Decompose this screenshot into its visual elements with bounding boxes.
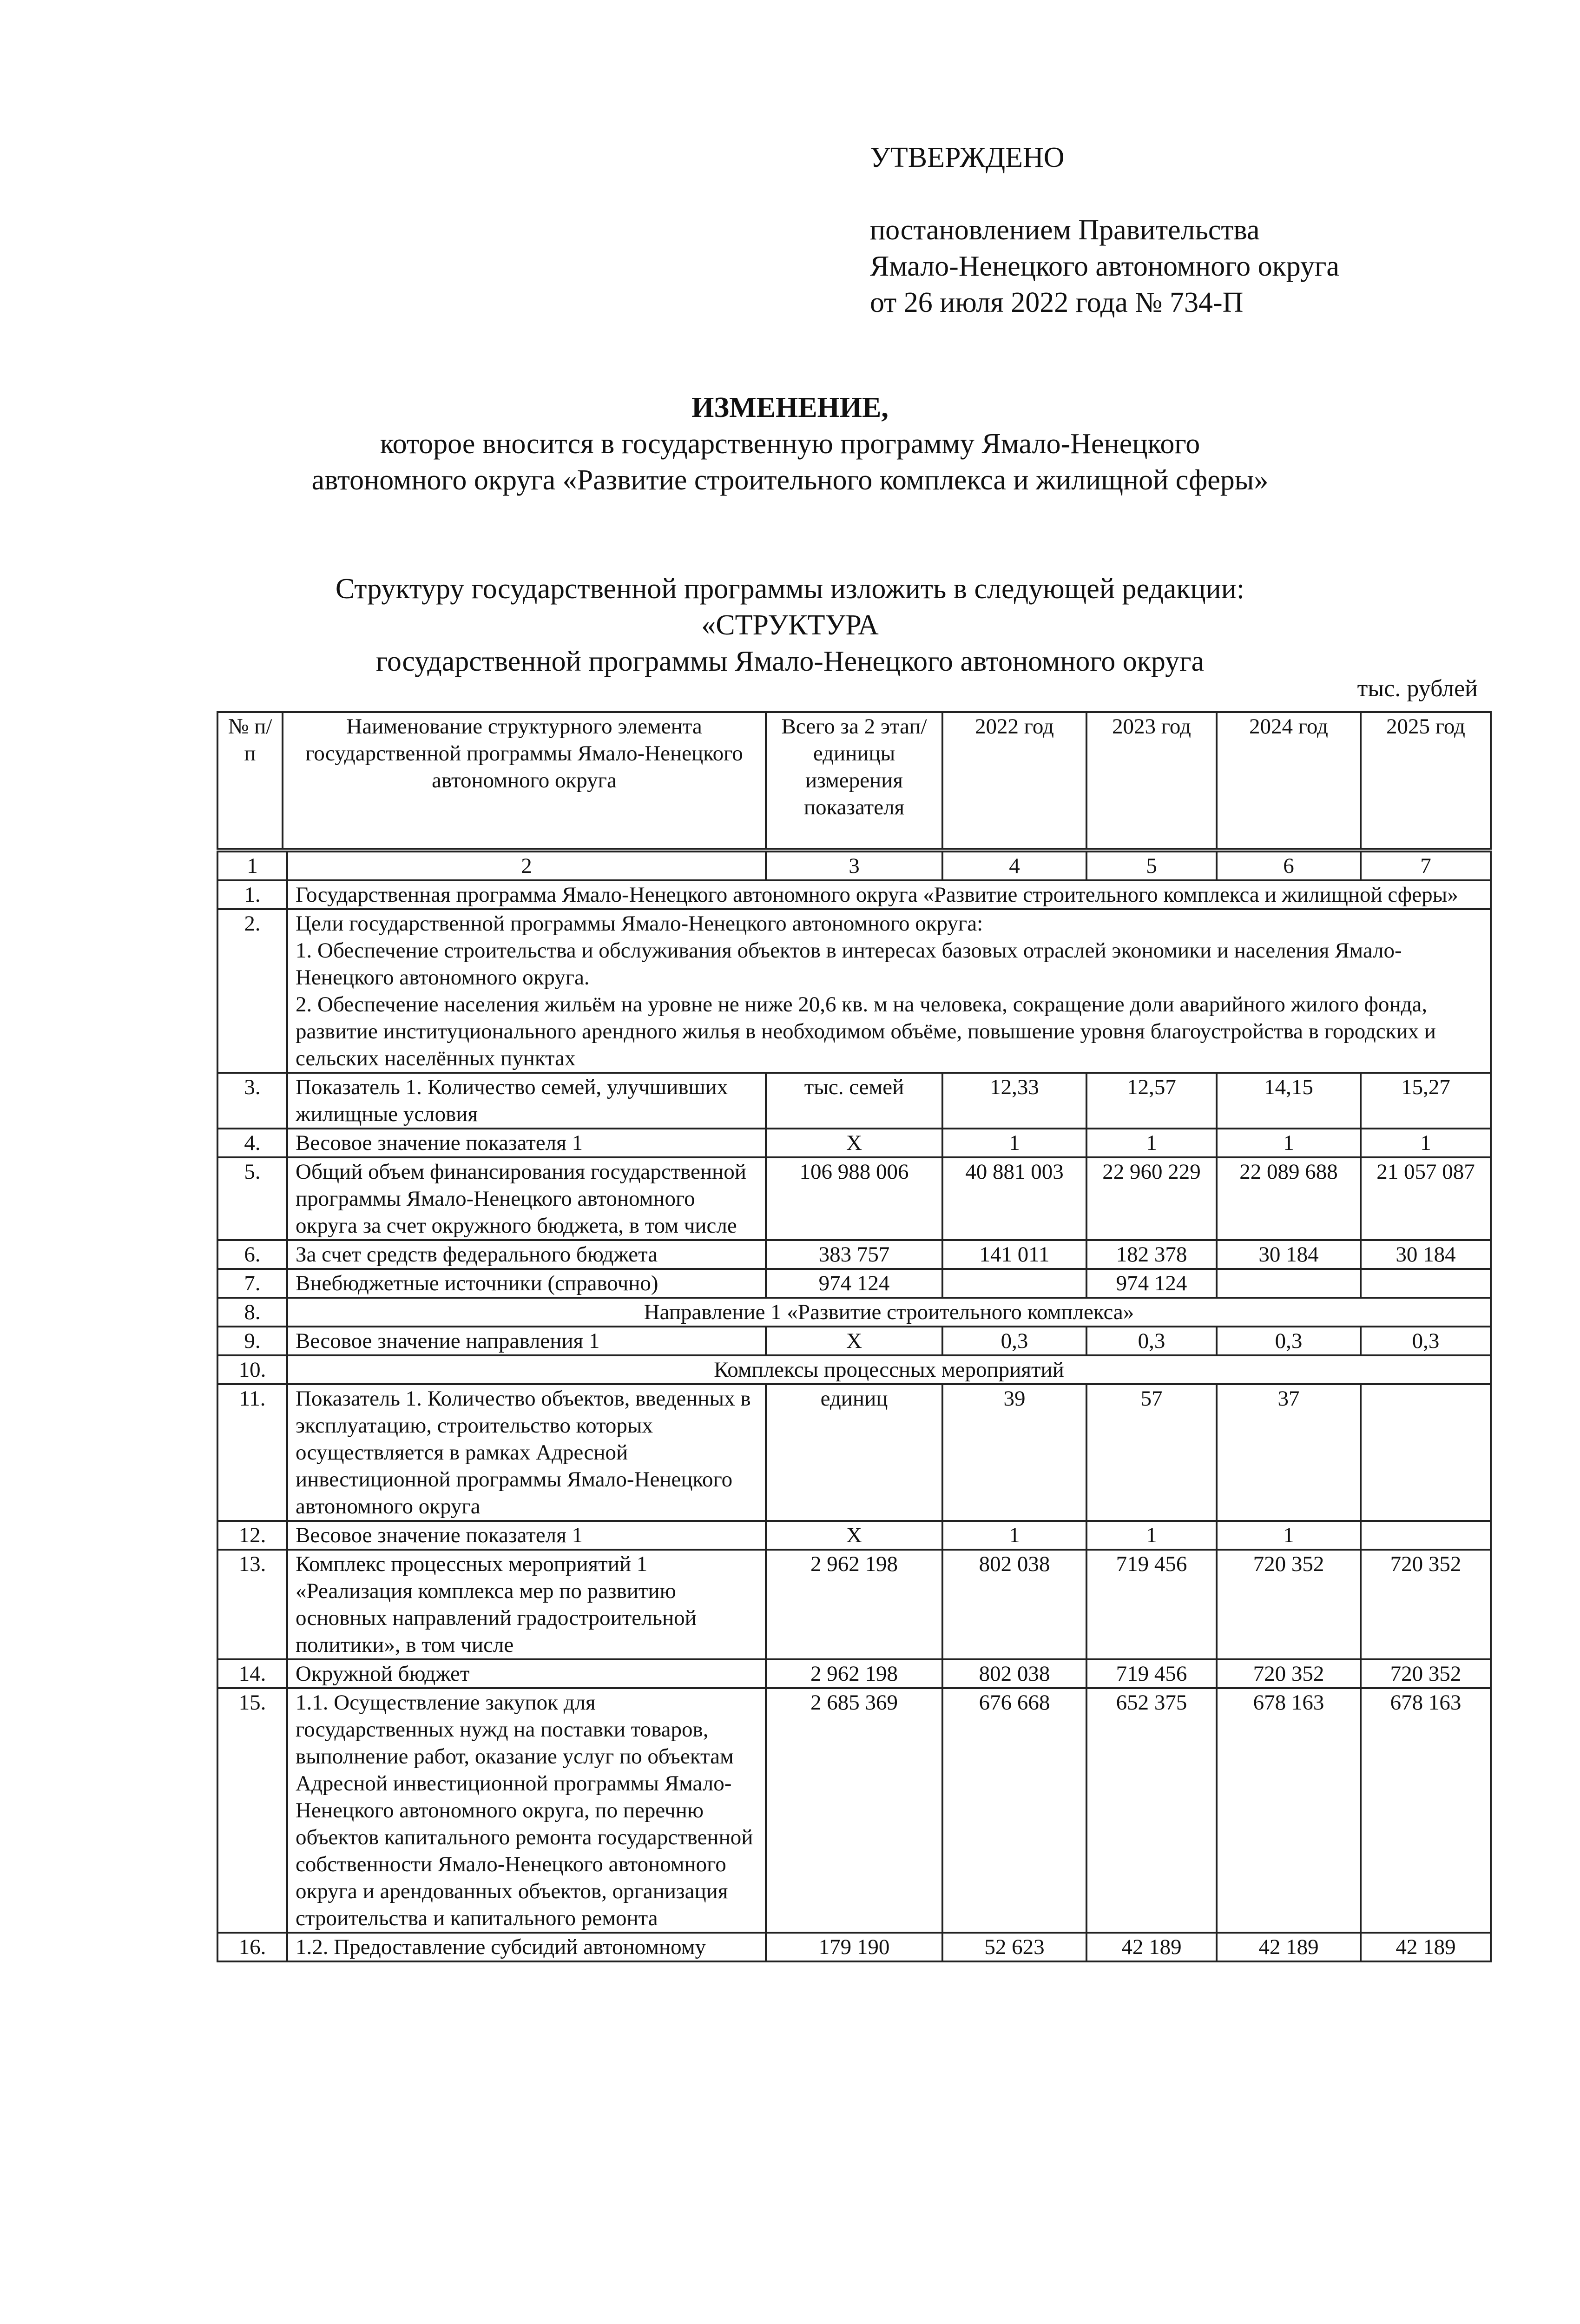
row-number: 7. (217, 1269, 287, 1298)
row-wide-text: Цели государственной программы Ямало-Ненецкого автономного округа: 1. Обеспечение строительства и обслуживания объектов в интересах базовых отраслей экономики и населения Ямало-Ненецкого автономного округа. 2. Обеспечение населения жильём на уровне не ниже 20,6 кв. м на человека, сокращение доли аварийного жилого фонда, развитие институционального арендного жилья в необходимом объёме, повышение уровня благоустройства в городских и сельских населённых пунктах (287, 909, 1491, 1073)
row-total: 2 685 369 (766, 1688, 942, 1933)
row-2022: 802 038 (942, 1550, 1086, 1659)
column-number: 7 (1361, 852, 1491, 880)
structure-table (217, 851, 1492, 1962)
row-total: X (766, 1327, 942, 1355)
row-2025: 720 352 (1361, 1659, 1491, 1688)
row-number: 11. (217, 1384, 287, 1521)
row-total: 974 124 (766, 1269, 942, 1298)
row-2024: 1 (1217, 1129, 1361, 1157)
column-number: 5 (1086, 852, 1217, 880)
row-2023: 42 189 (1086, 1933, 1217, 1961)
row-2023: 1 (1086, 1521, 1217, 1550)
table-row (217, 880, 1491, 909)
table-row (217, 1240, 1491, 1269)
table-row (217, 1157, 1491, 1240)
row-2024 (1217, 1269, 1361, 1298)
row-number: 3. (217, 1073, 287, 1129)
row-2025: 678 163 (1361, 1688, 1491, 1933)
row-name: Показатель 1. Количество объектов, введенных в эксплуатацию, строительство которых осуществляется в рамках Адресной инвестиционной программы Ямало-Ненецкого автономного округа (287, 1384, 766, 1521)
table-row (217, 909, 1491, 1073)
row-2024: 42 189 (1217, 1933, 1361, 1961)
header-number: № п/п (217, 712, 283, 849)
structure-table-header (217, 711, 1492, 850)
structure-title: «СТРУКТУРА (701, 609, 879, 641)
approval-block (870, 139, 1474, 321)
row-number: 4. (217, 1129, 287, 1157)
structure-heading (0, 571, 1580, 680)
row-name: Показатель 1. Количество семей, улучшивших жилищные условия (287, 1073, 766, 1129)
header-2023: 2023 год (1086, 712, 1217, 849)
row-2022: 12,33 (942, 1073, 1086, 1129)
row-total: 106 988 006 (766, 1157, 942, 1240)
column-number: 1 (217, 852, 287, 880)
table-row (217, 1384, 1491, 1521)
table-row (217, 1933, 1491, 1961)
table-row (217, 1521, 1491, 1550)
row-total: единиц (766, 1384, 942, 1521)
change-line-1: которое вносится в государственную программу Ямало-Ненецкого (380, 428, 1200, 460)
approval-line-3: от 26 июля 2022 года № 734-П (870, 287, 1244, 318)
row-number: 15. (217, 1688, 287, 1933)
row-2022: 39 (942, 1384, 1086, 1521)
row-number: 13. (217, 1550, 287, 1659)
table-row (217, 1298, 1491, 1327)
row-2023: 719 456 (1086, 1550, 1217, 1659)
row-2022: 1 (942, 1129, 1086, 1157)
row-total: тыс. семей (766, 1073, 942, 1129)
row-name: Общий объем финансирования государственной программы Ямало-Ненецкого автономного округа за счет окружного бюджета, в том числе (287, 1157, 766, 1240)
table-row (217, 1073, 1491, 1129)
row-2024: 720 352 (1217, 1550, 1361, 1659)
column-number: 6 (1217, 852, 1361, 880)
row-name: Весовое значение направления 1 (287, 1327, 766, 1355)
row-2024: 678 163 (1217, 1688, 1361, 1933)
row-number: 8. (217, 1298, 287, 1327)
row-2022: 52 623 (942, 1933, 1086, 1961)
row-2022: 40 881 003 (942, 1157, 1086, 1240)
row-2025: 720 352 (1361, 1550, 1491, 1659)
row-2024: 1 (1217, 1521, 1361, 1550)
column-number: 4 (942, 852, 1086, 880)
header-2025: 2025 год (1361, 712, 1491, 849)
row-2025: 42 189 (1361, 1933, 1491, 1961)
row-total: 2 962 198 (766, 1659, 942, 1688)
row-2025: 15,27 (1361, 1073, 1491, 1129)
row-total: X (766, 1129, 942, 1157)
row-wide-text: Направление 1 «Развитие строительного комплекса» (287, 1298, 1491, 1327)
row-2022: 802 038 (942, 1659, 1086, 1688)
row-number: 9. (217, 1327, 287, 1355)
row-name: Комплекс процессных мероприятий 1 «Реализация комплекса мер по развитию основных направлений градостроительной политики», в том числе (287, 1550, 766, 1659)
row-2024: 0,3 (1217, 1327, 1361, 1355)
row-name: Окружной бюджет (287, 1659, 766, 1688)
row-2022 (942, 1269, 1086, 1298)
row-2023: 182 378 (1086, 1240, 1217, 1269)
row-number: 6. (217, 1240, 287, 1269)
row-2024: 14,15 (1217, 1073, 1361, 1129)
row-total: X (766, 1521, 942, 1550)
header-row (217, 712, 1491, 849)
row-name: 1.1. Осуществление закупок для государственных нужд на поставки товаров, выполнение работ, оказание услуг по объектам Адресной инвестиционной программы Ямало-Ненецкого автономного округа, по перечню объектов капитального ремонта государственной собственности Ямало-Ненецкого автономного округа и арендованных объектов, организация строительства и капитального ремонта (287, 1688, 766, 1933)
column-number: 2 (287, 852, 766, 880)
header-2022: 2022 год (942, 712, 1086, 849)
row-number: 5. (217, 1157, 287, 1240)
approval-title: УТВЕРЖДЕНО (870, 142, 1065, 173)
row-2022: 0,3 (942, 1327, 1086, 1355)
row-number: 16. (217, 1933, 287, 1961)
row-2022: 141 011 (942, 1240, 1086, 1269)
row-number: 1. (217, 880, 287, 909)
header-2024: 2024 год (1217, 712, 1361, 849)
table-row (217, 1688, 1491, 1933)
table-row (217, 1327, 1491, 1355)
row-2023: 22 960 229 (1086, 1157, 1217, 1240)
row-2025 (1361, 1269, 1491, 1298)
row-name: Внебюджетные источники (справочно) (287, 1269, 766, 1298)
structure-intro: Структуру государственной программы изложить в следующей редакции: (335, 573, 1245, 605)
row-2023: 12,57 (1086, 1073, 1217, 1129)
row-2023: 57 (1086, 1384, 1217, 1521)
row-2022: 676 668 (942, 1688, 1086, 1933)
row-2023: 1 (1086, 1129, 1217, 1157)
column-number-row (217, 852, 1491, 880)
header-total: Всего за 2 этап/ единицы измерения показателя (766, 712, 942, 849)
unit-label: тыс. рублей (1357, 675, 1478, 702)
row-2024: 30 184 (1217, 1240, 1361, 1269)
row-wide-text: Комплексы процессных мероприятий (287, 1355, 1491, 1384)
change-title: ИЗМЕНЕНИЕ, (691, 392, 889, 423)
row-2023: 974 124 (1086, 1269, 1217, 1298)
table-row (217, 1269, 1491, 1298)
row-2024: 22 089 688 (1217, 1157, 1361, 1240)
table-row (217, 1550, 1491, 1659)
column-number: 3 (766, 852, 942, 880)
row-number: 12. (217, 1521, 287, 1550)
row-2022: 1 (942, 1521, 1086, 1550)
approval-line-1: постановлением Правительства (870, 214, 1260, 246)
row-total: 179 190 (766, 1933, 942, 1961)
row-2023: 0,3 (1086, 1327, 1217, 1355)
row-number: 14. (217, 1659, 287, 1688)
table-row (217, 1129, 1491, 1157)
approval-line-2: Ямало-Ненецкого автономного округа (870, 251, 1339, 282)
row-total: 2 962 198 (766, 1550, 942, 1659)
row-name: Весовое значение показателя 1 (287, 1521, 766, 1550)
table-row (217, 1659, 1491, 1688)
row-number: 2. (217, 909, 287, 1073)
row-2023: 719 456 (1086, 1659, 1217, 1688)
row-2025: 21 057 087 (1361, 1157, 1491, 1240)
table-row (217, 1355, 1491, 1384)
row-name: За счет средств федерального бюджета (287, 1240, 766, 1269)
row-2025: 1 (1361, 1129, 1491, 1157)
header-name: Наименование структурного элемента государственной программы Ямало-Ненецкого автономного округа (283, 712, 766, 849)
row-2024: 37 (1217, 1384, 1361, 1521)
structure-subtitle: государственной программы Ямало-Ненецкого автономного округа (375, 646, 1205, 677)
row-name: Весовое значение показателя 1 (287, 1129, 766, 1157)
row-2025 (1361, 1521, 1491, 1550)
row-2023: 652 375 (1086, 1688, 1217, 1933)
row-total: 383 757 (766, 1240, 942, 1269)
change-heading (0, 390, 1580, 498)
row-2025: 0,3 (1361, 1327, 1491, 1355)
row-2025: 30 184 (1361, 1240, 1491, 1269)
row-number: 10. (217, 1355, 287, 1384)
row-name: 1.2. Предоставление субсидий автономному (287, 1933, 766, 1961)
row-wide-text: Государственная программа Ямало-Ненецкого автономного округа «Развитие строительного комплекса и жилищной сферы» (287, 880, 1491, 909)
row-2024: 720 352 (1217, 1659, 1361, 1688)
change-line-2: автономного округа «Развитие строительного комплекса и жилищной сферы» (311, 464, 1269, 496)
row-2025 (1361, 1384, 1491, 1521)
